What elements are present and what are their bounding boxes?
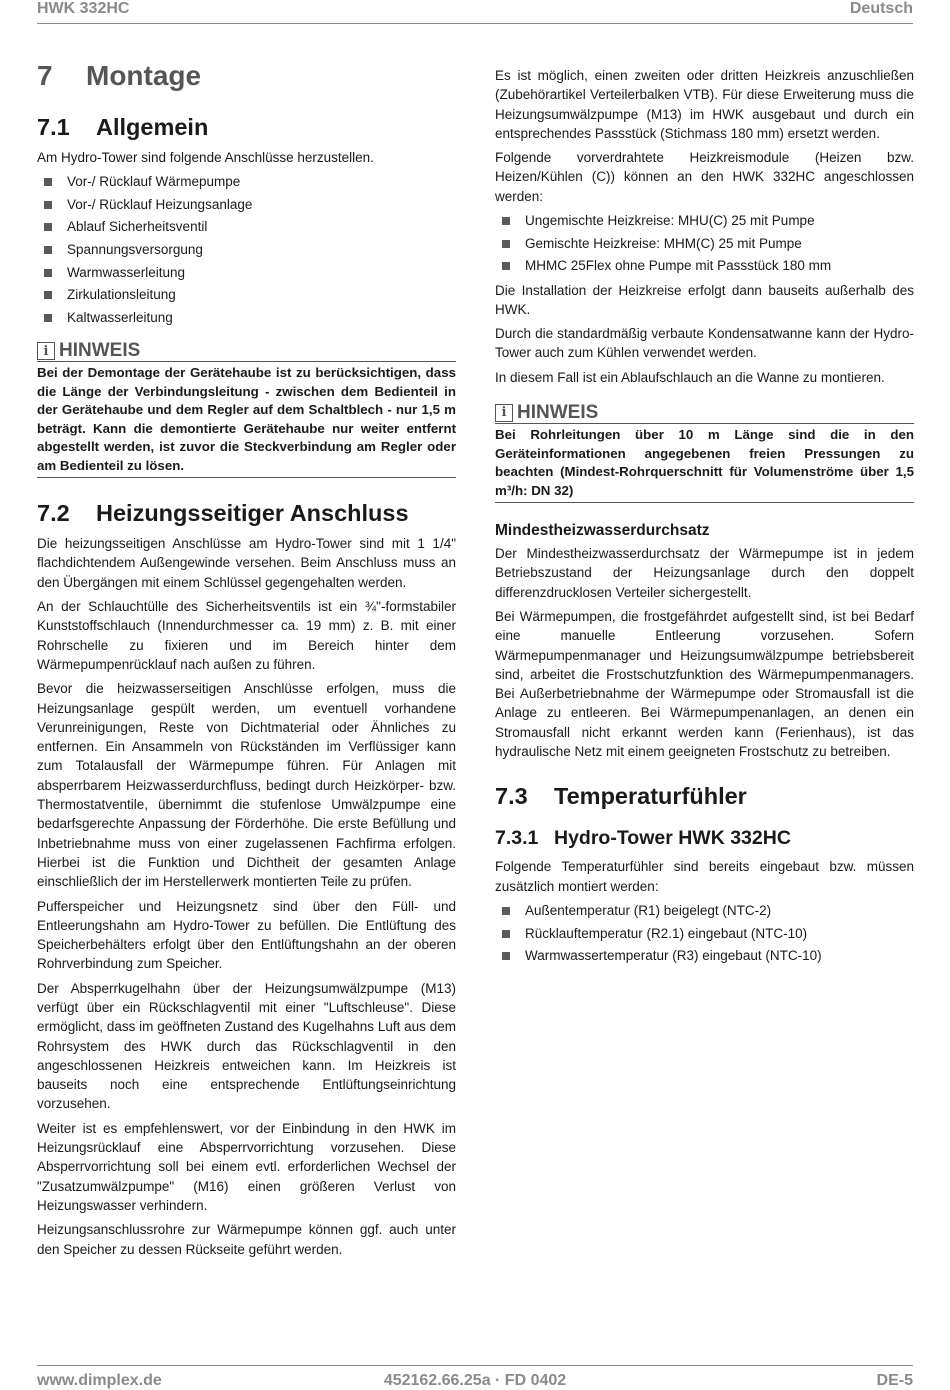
paragraph: Die heizungsseitigen Anschlüsse am Hydro-Tower sind mit 1 1/4" flachdichtendem Außengewinde versehen. Beim Anschluss muss an den Übergängen mit einem Schlüssel gegengehalten werden.	[37, 536, 456, 590]
note-text: Bei der Demontage der Gerätehaube ist zu berücksichtigen, dass die Länge der Verbindungsleitung - zwischen dem Bedienteil in der Gerätehaube und dem Regler auf dem Schaltblech - nur 1,5 m beträgt. Kann die demontierte Gerätehaube nur weiter entfernt abgestellt werden, ist zuvor die Steckverbindung am Regler oder am Bedienteil zu lösen.	[37, 365, 456, 473]
footer-document-number: 452162.66.25a · FD 0402	[383, 1372, 567, 1389]
header-product-name: HWK 332HC	[37, 0, 130, 17]
note-title: HINWEIS	[517, 402, 599, 424]
list-item: Kaltwasserleitung	[37, 308, 456, 327]
bullet-square-icon	[44, 269, 52, 277]
note-title: HINWEIS	[59, 340, 141, 362]
section-7-3-number: 7.3	[495, 783, 528, 810]
section-7-3-heading	[495, 781, 914, 811]
paragraph: Durch die standardmäßig verbaute Kondensatwanne kann der Hydro-Tower auch zum Kühlen verwendet werden.	[495, 326, 914, 361]
list-item: Ablauf Sicherheitsventil	[37, 217, 456, 236]
section-7-1-intro: Am Hydro-Tower sind folgende Anschlüsse herzustellen.	[37, 150, 374, 165]
section-7-2-heading	[37, 498, 456, 528]
bullet-square-icon	[44, 178, 52, 186]
section-7-2-number: 7.2	[37, 500, 70, 527]
info-icon: i	[495, 404, 513, 422]
paragraph: Folgende Temperaturfühler sind bereits eingebaut bzw. müssen zusätzlich montiert werden:	[495, 859, 914, 894]
list-item: Ungemischte Heizkreise: MHU(C) 25 mit Pumpe	[495, 211, 914, 230]
section-7-heading	[37, 58, 456, 94]
paragraph: Folgende vorverdrahtete Heizkreismodule (Heizen bzw. Heizen/Kühlen (C)) können an den HWK 332HC angeschlossen werden:	[495, 150, 914, 204]
section-7-3-1-heading	[495, 825, 914, 851]
bullet-square-icon	[44, 246, 52, 254]
list-item: Vor-/ Rücklauf Heizungsanlage	[37, 195, 456, 214]
info-icon: i	[37, 342, 55, 360]
bullet-square-icon	[502, 262, 510, 270]
page-header	[37, 0, 913, 24]
bullet-square-icon	[44, 223, 52, 231]
page-footer	[37, 1365, 913, 1390]
note-text: Bei Rohrleitungen über 10 m Länge sind die in den Geräteinformationen angegebenen freien Pressungen zu beachten (Mindest-Rohrquerschnitt für Volumenströme über 1,5 m³/h: DN 32)	[495, 427, 914, 498]
list-item: Gemischte Heizkreise: MHM(C) 25 mit Pumpe	[495, 234, 914, 253]
footer-page-number: DE-5	[876, 1372, 913, 1389]
right-column	[495, 66, 914, 970]
bullet-square-icon	[502, 952, 510, 960]
paragraph: In diesem Fall ist ein Ablaufschlauch an die Wanne zu montieren.	[495, 369, 885, 385]
connections-list	[37, 172, 456, 327]
list-item: Außentemperatur (R1) beigelegt (NTC-2)	[495, 901, 914, 920]
paragraph: Pufferspeicher und Heizungsnetz sind über den Füll- und Entleerungshahn am Hydro-Tower zu befüllen. Die Entlüftung des Speicherbehälters erfolgt über den Entlüftungshahn an der oberen Rohrverbindung zum Speicher.	[37, 898, 456, 972]
paragraph: Bevor die heizwasserseitigen Anschlüsse erfolgen, muss die Heizungsanlage gespült werden, um eventuell vorhandene Verunreinigungen, Reste von Dichtmaterial oder Ähnliches zu entfernen. Ein Ansammeln von Rückständen im Verflüssiger kann zum Totalausfall der Wärmepumpe führen. Für Anlagen mit absperrbarem Heizwasserdurchfluss, bedingt durch Heizkörper- bzw. Thermostatventile, übernimmt die stufenlose Umwälzpumpe eine bedarfsgerechte Anpassung der Förderhöhe. Die erste Befüllung und Inbetriebnahme muss von einer zugelassenen Fachfirma erfolgen. Hierbei ist die Funktion und Dichtheit der gesamten Anlage einschließlich der im Herstellerwerk montierten Teile zu prüfen.	[37, 681, 456, 890]
note-box-demontage	[37, 341, 456, 478]
list-item: Vor-/ Rücklauf Wärmepumpe	[37, 172, 456, 191]
paragraph: Der Absperrkugelhahn über der Heizungsumwälzpumpe (M13) verfügt über ein Rückschlagventil mit einer "Luftschleuse". Diese ermöglicht, dass im geöffneten Zustand des Kugelhahns Luft aus dem Rohrsystem des HWK durch das Rückschlagventil in den angeschlossenen Heizkreis entweichen kann. Im Heizkreis ist bauseits noch eine entsprechende Entlüftungseinrichtung vorzusehen.	[37, 980, 456, 1112]
footer-website: www.dimplex.de	[37, 1372, 162, 1389]
bullet-square-icon	[44, 201, 52, 209]
bullet-square-icon	[502, 240, 510, 248]
list-item: Spannungsversorgung	[37, 240, 456, 259]
section-7-title: Montage	[86, 60, 202, 91]
bullet-square-icon	[44, 291, 52, 299]
subsection-title: Mindestheizwasserdurchsatz	[495, 522, 710, 540]
note-header	[37, 341, 456, 362]
section-7-2-title: Heizungsseitiger Anschluss	[96, 500, 409, 527]
bullet-square-icon	[502, 907, 510, 915]
section-7-3-1-title: Hydro-Tower HWK 332HC	[554, 827, 791, 850]
paragraph: Es ist möglich, einen zweiten oder dritten Heizkreis anzuschließen (Zubehörartikel Verteilerbalken VTB). Für diese Erweiterung muss die Heizungsumwälzpumpe (M13) im HWK ausgebaut und durch ein entsprechendes Passstück (Stichmass 180 mm) ersetzt werden.	[495, 68, 914, 141]
section-7-1-title: Allgemein	[96, 114, 209, 140]
sensor-list	[495, 901, 914, 965]
section-7-1-number: 7.1	[37, 114, 70, 140]
list-item: Warmwassertemperatur (R3) eingebaut (NTC-10)	[495, 946, 914, 965]
paragraph: An der Schlauchtülle des Sicherheitsventils ist ein ¾"-formstabiler Kunststoffschlauch (Innendurchmesser ca. 19 mm) z. B. mit einer Rohrschelle zu fixieren und im Bereich hinter dem Wärmepumpenrücklauf nach außen zu führen.	[37, 599, 456, 672]
paragraph: Der Mindestheizwasserdurchsatz der Wärmepumpe ist in jedem Betriebszustand der Heizungsanlage durch den doppelt differenzdrucklosen Verteiler sichergestellt.	[495, 546, 914, 600]
section-7-3-1-number: 7.3.1	[495, 827, 539, 850]
left-column	[37, 58, 456, 1264]
bullet-square-icon	[44, 314, 52, 322]
paragraph: Heizungsanschlussrohre zur Wärmepumpe können ggf. auch unter den Speicher zu dessen Rückseite geführt werden.	[37, 1222, 456, 1257]
paragraph: Bei Wärmepumpen, die frostgefährdet aufgestellt sind, ist bei Bedarf eine manuelle Entleerung vorzusehen. Sofern Wärmepumpenmanager und Heizungsumwälzpumpe betriebsbereit sind, arbeitet die Frostschutzfunktion des Wärmepumpenmanagers. Bei Außerbetriebnahme der Wärmepumpe oder Stromausfall ist die Anlage zu entleeren. Bei Wärmepumpenanlagen, an denen ein Stromausfall nicht erkannt werden kann (Ferienhaus), ist das hydraulische Netz mit einem geeigneten Frostschutz zu betreiben.	[495, 608, 914, 760]
header-language: Deutsch	[849, 0, 913, 17]
heating-modules-list	[495, 211, 914, 275]
list-item: Zirkulationsleitung	[37, 285, 456, 304]
note-header	[495, 403, 914, 424]
bullet-square-icon	[502, 217, 510, 225]
list-item: Rücklauftemperatur (R2.1) eingebaut (NTC-10)	[495, 924, 914, 943]
section-7-1-heading	[37, 112, 456, 142]
bullet-square-icon	[502, 930, 510, 938]
list-item: Warmwasserleitung	[37, 263, 456, 282]
paragraph: Weiter ist es empfehlenswert, vor der Einbindung in den HWK im Heizungsrücklauf eine Absperrvorrichtung vorzusehen. Diese Absperrvorrichtung soll bei einem evtl. erforderlichen Wechsel der "Zusatzumwälzpumpe" (M16) einen größeren Verlust von Heizungswasser verhindern.	[37, 1120, 456, 1213]
section-7-number: 7	[37, 60, 53, 91]
paragraph: Die Installation der Heizkreise erfolgt dann bauseits außerhalb des HWK.	[495, 282, 914, 317]
list-item: MHMC 25Flex ohne Pumpe mit Passstück 180 mm	[495, 256, 914, 275]
section-7-3-title: Temperaturfühler	[554, 783, 747, 810]
note-box-rohrleitungen	[495, 403, 914, 503]
